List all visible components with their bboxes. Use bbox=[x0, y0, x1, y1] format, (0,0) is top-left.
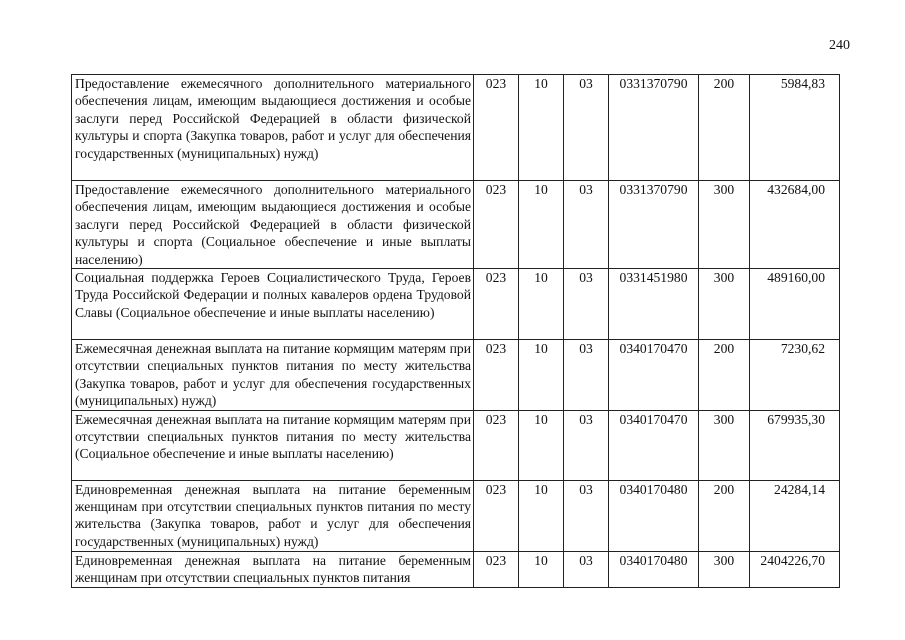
section-code: 10 bbox=[519, 410, 564, 480]
table-row bbox=[72, 340, 840, 411]
ministry-code: 023 bbox=[474, 480, 519, 551]
subsection-code: 03 bbox=[564, 480, 609, 551]
budget-table bbox=[71, 74, 840, 588]
amount-value: 5984,83 bbox=[750, 75, 840, 181]
row-description: Социальная поддержка Героев Социалистического Труда, Героев Труда Российской Федерации и полных кавалеров ордена Трудовой Славы (Социальное обеспечение и иные выплаты населению) bbox=[72, 269, 474, 340]
amount-value: 679935,30 bbox=[750, 410, 840, 480]
expense-type-code: 200 bbox=[699, 340, 750, 411]
target-article-code: 0331451980 bbox=[609, 269, 699, 340]
table-row bbox=[72, 269, 840, 340]
table-row bbox=[72, 410, 840, 480]
amount-value: 2404226,70 bbox=[750, 551, 840, 587]
ministry-code: 023 bbox=[474, 410, 519, 480]
row-description: Ежемесячная денежная выплата на питание кормящим матерям при отсутствии специальных пунктов питания по месту жительства (Социальное обеспечение и иные выплаты населению) bbox=[72, 410, 474, 480]
amount-value: 432684,00 bbox=[750, 181, 840, 269]
subsection-code: 03 bbox=[564, 181, 609, 269]
ministry-code: 023 bbox=[474, 340, 519, 411]
row-description: Единовременная денежная выплата на питание беременным женщинам при отсутствии специальных пунктов питания bbox=[72, 551, 474, 587]
ministry-code: 023 bbox=[474, 181, 519, 269]
page-number: 240 bbox=[829, 38, 850, 53]
ministry-code: 023 bbox=[474, 269, 519, 340]
expense-type-code: 200 bbox=[699, 480, 750, 551]
target-article-code: 0331370790 bbox=[609, 181, 699, 269]
table-row bbox=[72, 480, 840, 551]
expense-type-code: 300 bbox=[699, 269, 750, 340]
subsection-code: 03 bbox=[564, 340, 609, 411]
section-code: 10 bbox=[519, 75, 564, 181]
section-code: 10 bbox=[519, 340, 564, 411]
section-code: 10 bbox=[519, 480, 564, 551]
ministry-code: 023 bbox=[474, 551, 519, 587]
expense-type-code: 300 bbox=[699, 181, 750, 269]
subsection-code: 03 bbox=[564, 410, 609, 480]
subsection-code: 03 bbox=[564, 269, 609, 340]
subsection-code: 03 bbox=[564, 551, 609, 587]
target-article-code: 0340170470 bbox=[609, 410, 699, 480]
table-row bbox=[72, 181, 840, 269]
section-code: 10 bbox=[519, 181, 564, 269]
row-description: Предоставление ежемесячного дополнительного материального обеспечения лицам, имеющим выдающиеся достижения и особые заслуги перед Российской Федерацией в области физической культуры и спорта (Закупка товаров, работ и услуг для обеспечения государственных (муниципальных) нужд) bbox=[72, 75, 474, 181]
ministry-code: 023 bbox=[474, 75, 519, 181]
row-description: Ежемесячная денежная выплата на питание кормящим матерям при отсутствии специальных пунктов питания по месту жительства (Закупка товаров, работ и услуг для обеспечения государственных (муниципальных) нужд) bbox=[72, 340, 474, 411]
expense-type-code: 200 bbox=[699, 75, 750, 181]
amount-value: 24284,14 bbox=[750, 480, 840, 551]
table-row bbox=[72, 75, 840, 181]
subsection-code: 03 bbox=[564, 75, 609, 181]
row-description: Единовременная денежная выплата на питание беременным женщинам при отсутствии специальных пунктов питания по месту жительства (Закупка товаров, работ и услуг для обеспечения государственных (муниципальных) нужд) bbox=[72, 480, 474, 551]
target-article-code: 0340170480 bbox=[609, 551, 699, 587]
row-description: Предоставление ежемесячного дополнительного материального обеспечения лицам, имеющим выдающиеся достижения и особые заслуги перед Российской Федерацией в области физической культуры и спорта (Социальное обеспечение и иные выплаты населению) bbox=[72, 181, 474, 269]
amount-value: 7230,62 bbox=[750, 340, 840, 411]
amount-value: 489160,00 bbox=[750, 269, 840, 340]
table-row bbox=[72, 551, 840, 587]
target-article-code: 0331370790 bbox=[609, 75, 699, 181]
target-article-code: 0340170470 bbox=[609, 340, 699, 411]
target-article-code: 0340170480 bbox=[609, 480, 699, 551]
section-code: 10 bbox=[519, 551, 564, 587]
section-code: 10 bbox=[519, 269, 564, 340]
expense-type-code: 300 bbox=[699, 410, 750, 480]
expense-type-code: 300 bbox=[699, 551, 750, 587]
